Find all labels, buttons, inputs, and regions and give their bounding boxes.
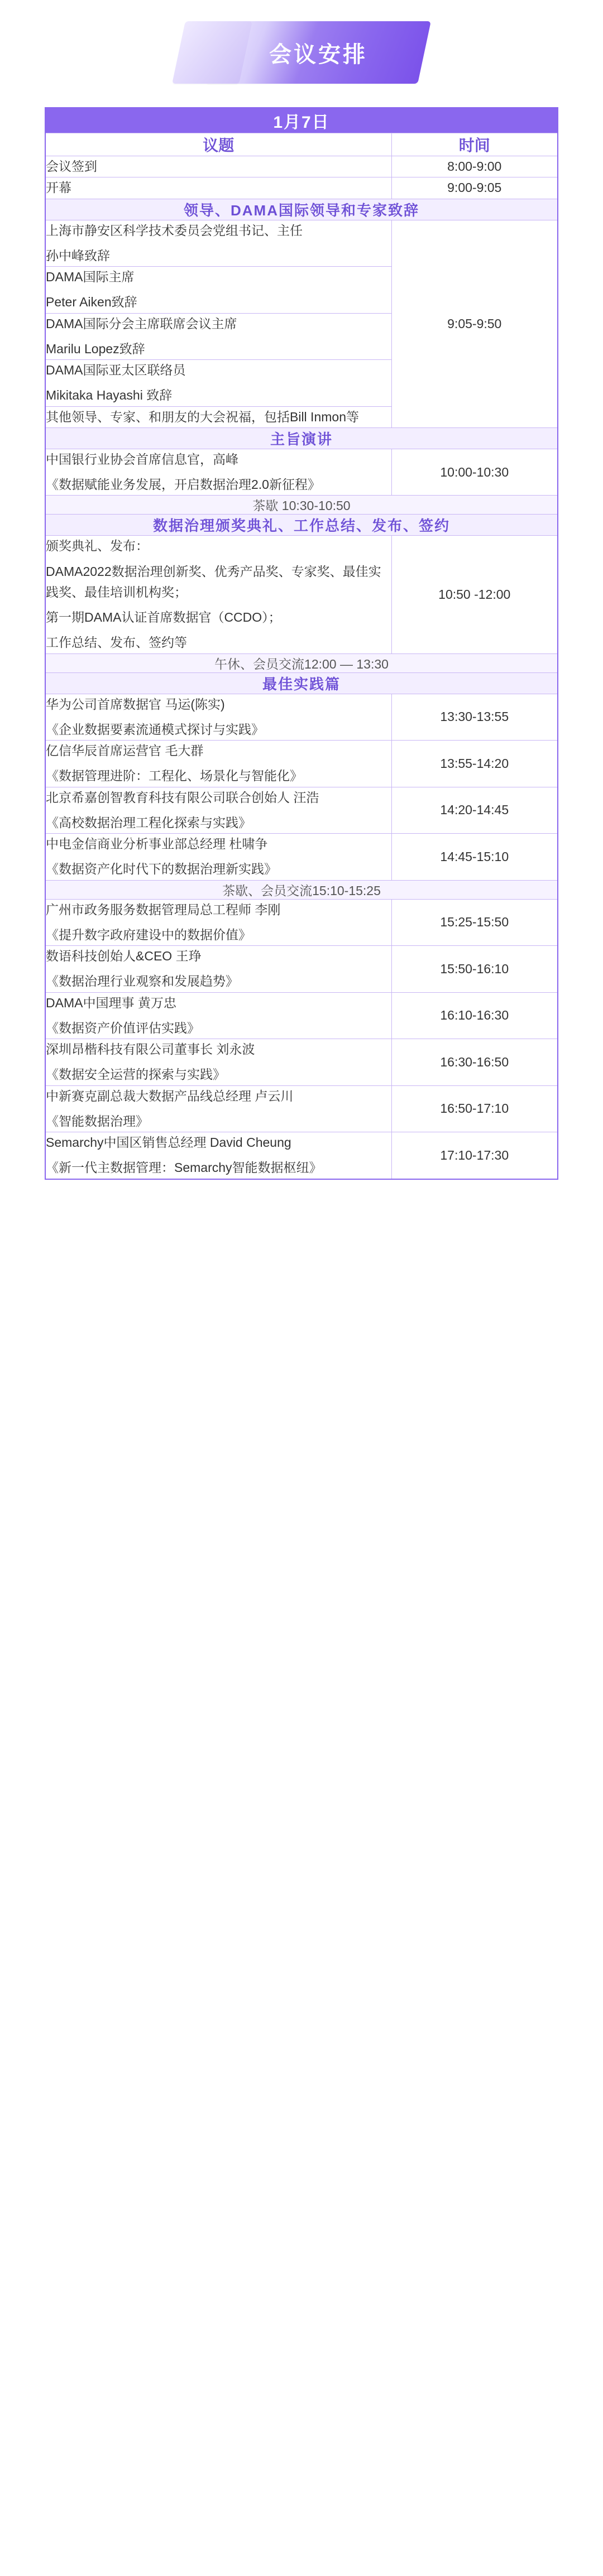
break-label: 午休、会员交流12:00 — 13:30	[45, 653, 558, 672]
topic-line: 会议签到	[46, 159, 97, 174]
topic-line: 孙中峰致辞	[46, 248, 110, 263]
section-header-row	[45, 672, 558, 694]
cell-topic	[45, 899, 391, 946]
table-row	[45, 1132, 558, 1179]
topic-line: DAMA中国理事 黄万忠	[46, 995, 176, 1010]
cell-topic	[45, 449, 391, 496]
section-header-row	[45, 427, 558, 449]
topic-line: 华为公司首席数据官 马运(陈实)	[46, 696, 225, 712]
topic-line: Peter Aiken致辞	[46, 295, 137, 310]
cell-topic	[45, 694, 391, 741]
topic-line: 中国银行业协会首席信息官，高峰	[46, 451, 238, 467]
section-label: 最佳实践篇	[45, 672, 558, 694]
break-label: 茶歇 10:30-10:50	[45, 496, 558, 515]
table-row	[45, 1039, 558, 1086]
topic-line: 中电金信商业分析事业部总经理 杜啸争	[46, 837, 268, 851]
topic-line: 《高校数据治理工程化探索与实践》	[46, 815, 251, 830]
table-row	[45, 899, 558, 946]
topic-line: 《数据安全运营的探索与实践》	[46, 1067, 226, 1082]
topic-line: DAMA国际分会主席联席会议主席	[46, 316, 237, 331]
cell-topic	[45, 1132, 391, 1179]
table-row	[45, 449, 558, 496]
cell-topic	[45, 1039, 391, 1086]
topic-line: 数语科技创始人&CEO 王琤	[46, 949, 202, 963]
table-row	[45, 220, 558, 267]
topic-line: 《数据资产化时代下的数据治理新实践》	[46, 862, 277, 877]
table-row	[45, 1085, 558, 1132]
table-row	[45, 787, 558, 834]
topic-line: 广州市政务服务数据管理局总工程师 李刚	[46, 902, 281, 917]
table-row	[45, 536, 558, 653]
topic-line: Semarchy中国区销售总经理 David Cheung	[46, 1135, 291, 1150]
table-row	[45, 741, 558, 787]
cell-time: 15:50-16:10	[391, 946, 558, 993]
agenda-container	[45, 107, 558, 1180]
cell-time: 13:55-14:20	[391, 741, 558, 787]
cell-topic	[45, 406, 391, 427]
cell-time: 14:20-14:45	[391, 787, 558, 834]
topic-line: 深圳昂楷科技有限公司董事长 刘永波	[46, 1042, 255, 1056]
agenda-table	[45, 107, 558, 1180]
page-title: 会议安排	[269, 42, 367, 67]
cell-topic	[45, 267, 391, 314]
topic-line: 《提升数字政府建设中的数据价值》	[46, 927, 251, 942]
table-row	[45, 177, 558, 199]
break-row	[45, 496, 558, 515]
topic-line: DAMA2022数据治理创新奖、优秀产品奖、专家奖、最佳实践奖、最佳培训机构奖；	[46, 564, 381, 599]
page-banner	[179, 21, 424, 84]
cell-time: 14:45-15:10	[391, 834, 558, 881]
break-row	[45, 880, 558, 899]
cell-topic	[45, 834, 391, 881]
cell-topic	[45, 1085, 391, 1132]
section-label: 领导、DAMA国际领导和专家致辞	[45, 199, 558, 220]
topic-line: 《数据治理行业观察和发展趋势》	[46, 974, 238, 989]
break-label: 茶歇、会员交流15:10-15:25	[45, 880, 558, 899]
topic-line: 中新赛克副总裁大数据产品线总经理 卢云川	[46, 1088, 294, 1103]
date-label: 1月7日	[45, 108, 558, 133]
cell-time: 13:30-13:55	[391, 694, 558, 741]
cell-topic	[45, 156, 391, 177]
cell-time: 15:25-15:50	[391, 899, 558, 946]
topic-line: 上海市静安区科学技术委员会党组书记、主任	[46, 223, 303, 238]
cell-time: 9:05-9:50	[391, 220, 558, 427]
cell-time: 9:00-9:05	[391, 177, 558, 199]
topic-line: 《数据赋能业务发展，开启数据治理2.0新征程》	[46, 477, 320, 492]
topic-line: 亿信华辰首席运营官 毛大群	[46, 743, 204, 758]
topic-line: 北京希嘉创智教育科技有限公司联合创始人 汪浩	[46, 790, 319, 805]
cell-time: 16:50-17:10	[391, 1085, 558, 1132]
topic-line: 《企业数据要素流通模式探讨与实践》	[46, 722, 264, 737]
table-row	[45, 946, 558, 993]
cell-topic	[45, 741, 391, 787]
cell-topic	[45, 946, 391, 993]
cell-topic	[45, 220, 391, 267]
cell-topic	[45, 536, 391, 653]
topic-line: Marilu Lopez致辞	[46, 341, 145, 356]
topic-line: 第一期DAMA认证首席数据官（CCDO）；	[46, 610, 281, 624]
topic-line: DAMA国际主席	[46, 270, 135, 284]
section-header-row	[45, 199, 558, 220]
table-row	[45, 834, 558, 881]
cell-topic	[45, 313, 391, 360]
date-row	[45, 108, 558, 133]
header-topic: 议题	[45, 133, 391, 156]
topic-line: 《新一代主数据管理：Semarchy智能数据枢纽》	[46, 1160, 322, 1175]
column-header-row	[45, 133, 558, 156]
topic-line: 《数据管理进阶：工程化、场景化与智能化》	[46, 768, 303, 784]
section-label: 主旨演讲	[45, 427, 558, 449]
topic-line: 其他领导、专家、和朋友的大会祝福，包括Bill Inmon等	[46, 409, 359, 424]
cell-topic	[45, 360, 391, 407]
cell-time: 16:10-16:30	[391, 992, 558, 1039]
section-header-row	[45, 515, 558, 536]
topic-line: 《智能数据治理》	[46, 1113, 149, 1128]
topic-line: Mikitaka Hayashi 致辞	[46, 388, 173, 403]
header-time: 时间	[391, 133, 558, 156]
break-row	[45, 653, 558, 672]
cell-topic	[45, 177, 391, 199]
table-row	[45, 992, 558, 1039]
cell-time: 17:10-17:30	[391, 1132, 558, 1179]
cell-time: 8:00-9:00	[391, 156, 558, 177]
topic-line: 《数据资产价值评估实践》	[46, 1020, 200, 1035]
cell-time: 16:30-16:50	[391, 1039, 558, 1086]
table-row	[45, 694, 558, 741]
topic-line: DAMA国际亚太区联络员	[46, 363, 186, 377]
section-label: 数据治理颁奖典礼、工作总结、发布、签约	[45, 515, 558, 536]
topic-line: 工作总结、发布、签约等	[46, 635, 187, 650]
cell-time: 10:00-10:30	[391, 449, 558, 496]
topic-line: 开幕	[46, 180, 71, 195]
cell-topic	[45, 787, 391, 834]
topic-line: 颁奖典礼、发布：	[46, 539, 149, 554]
table-row	[45, 156, 558, 177]
cell-topic	[45, 992, 391, 1039]
cell-time: 10:50 -12:00	[391, 536, 558, 653]
